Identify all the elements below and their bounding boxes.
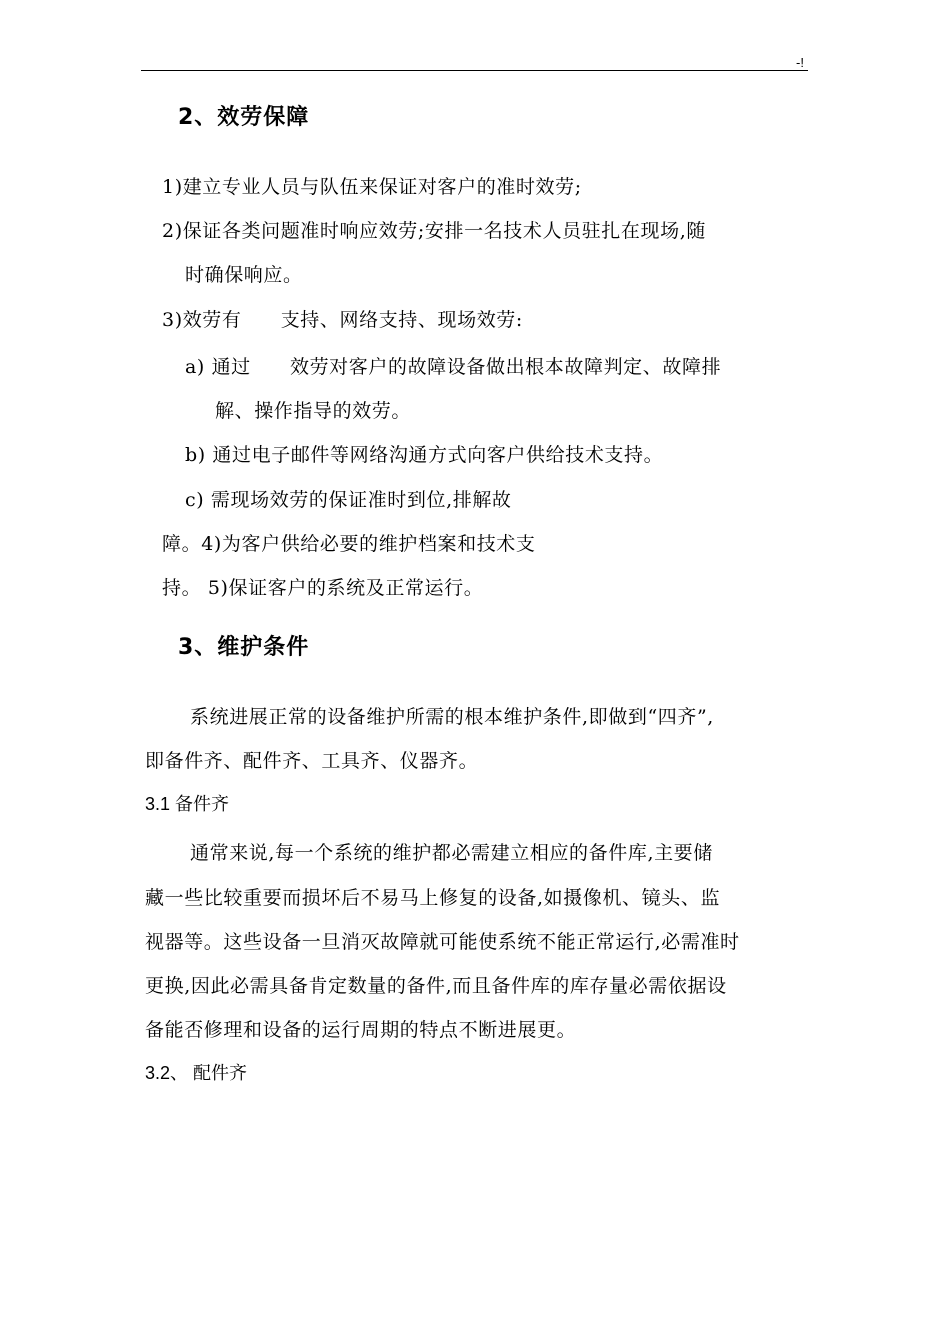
service-item-a-cont: 解、操作指导的效劳。 [215, 400, 412, 422]
header-rule [141, 70, 808, 71]
page-header-mark: -! [796, 55, 804, 70]
spares-line-5: 备能否修理和设备的运行周期的特点不断进展更。 [145, 1019, 577, 1041]
section-2-heading: 2、效劳保障 [178, 105, 310, 130]
service-line-2: 2)保证各类问题准时响应效劳;安排一名技术人员驻扎在现场,随 [162, 220, 706, 242]
spares-line-1: 通常来说,每一个系统的维护都必需建立相应的备件库,主要储 [190, 842, 713, 864]
service-item-c: c) 需现场效劳的保证准时到位,排解故 [185, 489, 512, 511]
service-line-3: 3)效劳有 支持、网络支持、现场效劳: [162, 309, 523, 331]
service-line-5: 持。 5)保证客户的系统及正常运行。 [162, 577, 484, 599]
subsection-3-1-title: 3.1 备件齐 [145, 794, 230, 814]
subsection-3-2-title: 3.2、 配件齐 [145, 1063, 248, 1083]
service-line-2-cont: 时确保响应。 [185, 264, 303, 286]
service-item-a: a) 通过 效劳对客户的故障设备做出根本故障判定、故障排 [185, 356, 722, 378]
service-line-4: 障。4)为客户供给必要的维护档案和技术支 [162, 533, 536, 555]
section-3-heading: 3、维护条件 [178, 635, 310, 660]
service-line-1: 1)建立专业人员与队伍来保证对客户的准时效劳; [162, 176, 582, 198]
maintenance-intro-line-2: 即备件齐、配件齐、工具齐、仪器齐。 [145, 750, 479, 772]
spares-line-3: 视器等。这些设备一旦消灭故障就可能使系统不能正常运行,必需准时 [145, 931, 740, 953]
spares-line-4: 更换,因此必需具备肯定数量的备件,而且备件库的库存量必需依据设 [145, 975, 727, 997]
maintenance-intro-line-1: 系统进展正常的设备维护所需的根本维护条件,即做到“四齐”, [190, 706, 714, 728]
spares-line-2: 藏一些比较重要而损坏后不易马上修复的设备,如摄像机、镜头、监 [145, 887, 721, 909]
service-item-b: b) 通过电子邮件等网络沟通方式向客户供给技术支持。 [185, 444, 664, 466]
